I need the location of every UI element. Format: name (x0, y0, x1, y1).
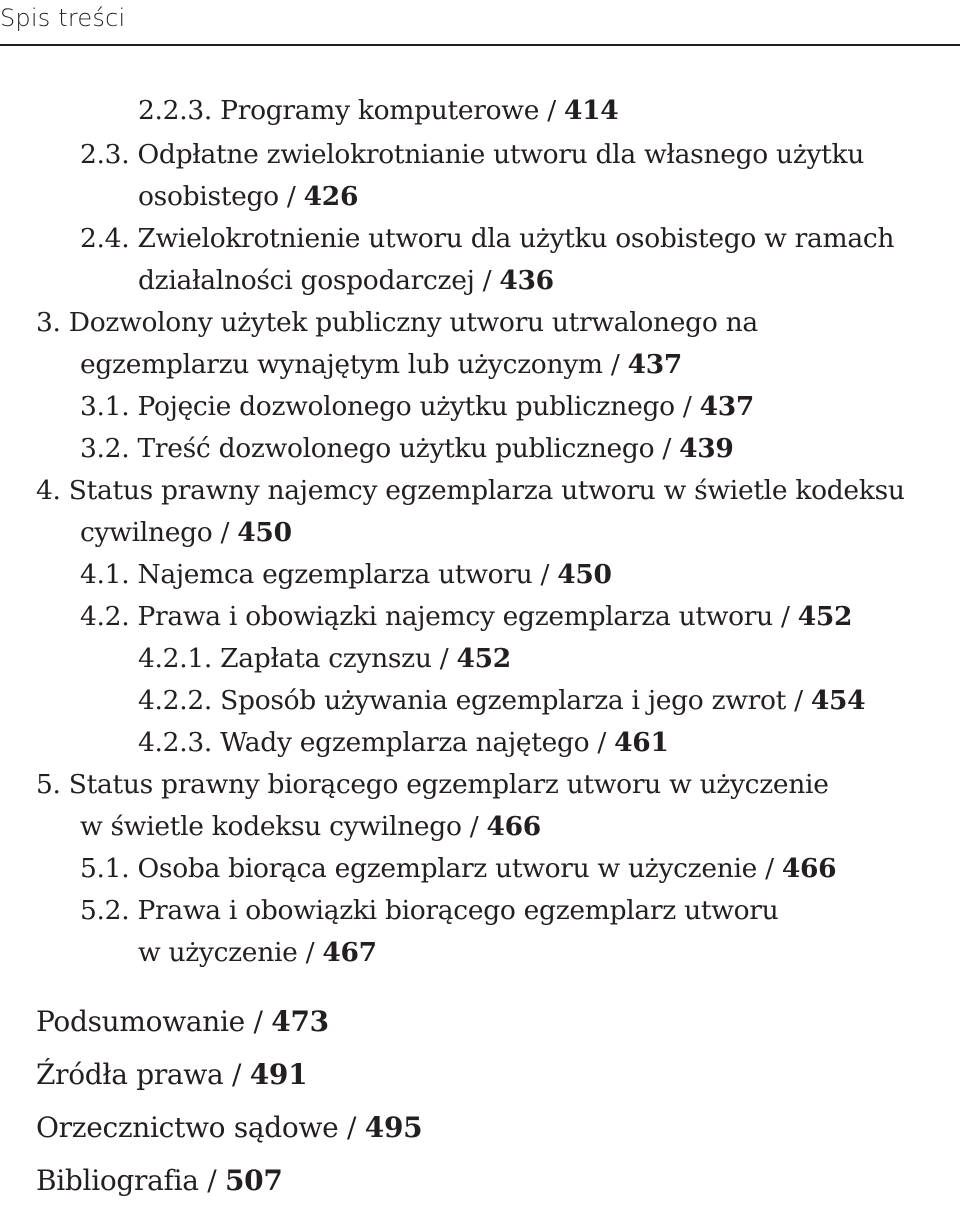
toc-entry-3[interactable]: 3. Dozwolony użytek publiczny utworu utrwalonego na (36, 307, 758, 338)
toc-entry-5-2[interactable]: 5.2. Prawa i obowiązki biorącego egzemplarz utworu (80, 895, 779, 926)
page-number: 437 (699, 391, 755, 422)
toc-entry-5-cont[interactable]: w świetle kodeksu cywilnego / 466 (80, 811, 541, 842)
page-number: 491 (249, 1058, 308, 1091)
toc-entry-4-2-1[interactable]: 4.2.1. Zapłata czynszu / 452 (138, 643, 511, 674)
page-number: 452 (456, 643, 511, 674)
page-number: 452 (797, 601, 853, 632)
page-number: 466 (781, 853, 837, 884)
page-number: 450 (237, 517, 292, 548)
page-number: 436 (499, 265, 554, 296)
toc-entry-4-2-3[interactable]: 4.2.3. Wady egzemplarza najętego / 461 (138, 727, 669, 758)
page-number: 495 (364, 1111, 423, 1144)
toc-entry-4-cont[interactable]: cywilnego / 450 (80, 517, 292, 548)
toc-entry-4-2[interactable]: 4.2. Prawa i obowiązki najemcy egzemplarza utworu / 452 (80, 601, 853, 632)
toc-entry-5[interactable]: 5. Status prawny biorącego egzemplarz utworu w użyczenie (36, 769, 829, 800)
toc-entry-3-cont[interactable]: egzemplarzu wynajętym lub użyczonym / 437 (80, 349, 683, 380)
page-number: 426 (303, 181, 359, 212)
page-number: 437 (627, 349, 683, 380)
toc-entry-5-1[interactable]: 5.1. Osoba biorąca egzemplarz utworu w użyczenie / 466 (80, 853, 837, 884)
toc-entry-orzecznictwo[interactable]: Orzecznictwo sądowe / 495 (36, 1111, 423, 1144)
running-header: Spis treści (0, 4, 126, 32)
toc-entry-4-1[interactable]: 4.1. Najemca egzemplarza utworu / 450 (80, 559, 612, 590)
toc-entry-3-1[interactable]: 3.1. Pojęcie dozwolonego użytku publicznego / 437 (80, 391, 755, 422)
toc-entry-bibliografia[interactable]: Bibliografia / 507 (36, 1164, 283, 1197)
toc-entry-2-3-cont[interactable]: osobistego / 426 (138, 181, 359, 212)
page-number: 414 (563, 95, 619, 126)
page-number: 473 (271, 1005, 329, 1038)
toc-entry-5-2-cont[interactable]: w użyczenie / 467 (138, 937, 377, 968)
page-number: 467 (322, 937, 377, 968)
toc-entry-2-3[interactable]: 2.3. Odpłatne zwielokrotnianie utworu dla własnego użytku (80, 139, 865, 170)
page-number: 461 (614, 727, 669, 758)
toc-entry-2-4[interactable]: 2.4. Zwielokrotnienie utworu dla użytku osobistego w ramach (80, 223, 895, 254)
toc-entry-4[interactable]: 4. Status prawny najemcy egzemplarza utworu w świetle kodeksu (36, 475, 905, 506)
toc-entry-3-2[interactable]: 3.2. Treść dozwolonego użytku publicznego / 439 (80, 433, 734, 464)
toc-entry-zrodla-prawa[interactable]: Źródła prawa / 491 (36, 1058, 308, 1091)
toc-entry-4-2-2[interactable]: 4.2.2. Sposób używania egzemplarza i jego zwrot / 454 (138, 685, 866, 716)
page-number: 466 (486, 811, 541, 842)
page-number: 454 (810, 685, 866, 716)
toc-entry-2-4-cont[interactable]: działalności gospodarczej / 436 (138, 265, 554, 296)
header-rule (0, 44, 960, 46)
toc-entry-2-2-3[interactable]: 2.2.3. Programy komputerowe / 414 (138, 95, 619, 126)
page-number: 450 (557, 559, 612, 590)
toc-entry-podsumowanie[interactable]: Podsumowanie / 473 (36, 1005, 329, 1038)
page-number: 507 (224, 1164, 283, 1197)
page-number: 439 (679, 433, 734, 464)
